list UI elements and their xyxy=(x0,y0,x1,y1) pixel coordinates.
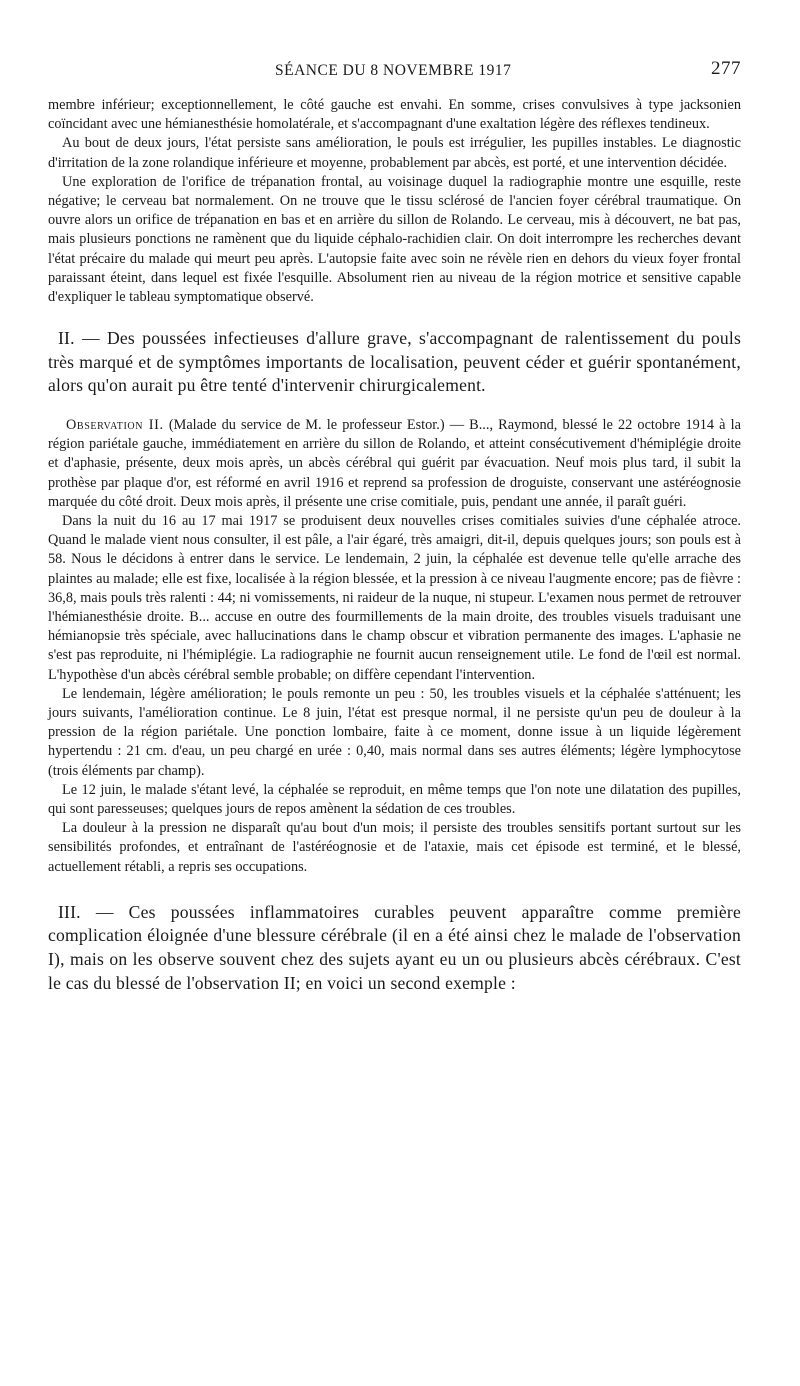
section-3-thesis xyxy=(48,901,741,995)
page xyxy=(48,58,741,995)
paragraph: La douleur à la pression ne disparaît qu'au bout d'un mois; il persiste des troubles sensitifs portant surtout sur les sensibilités profondes, et entraînant de l'astéréognosie et de l'ataxie, mais cet épisode est terminé, et le blessé, actuellement rétabli, a repris ses occupations. xyxy=(48,820,741,875)
observation-2-text: (Malade du service de M. le professeur Estor.) — B..., Raymond, blessé le 22 octobre 1914 à la région pariétale gauche, immédiatement en arrière du sillon de Rolando, et atteint consécutivement d'hémiplégie droite et d'aphasie, présente, deux mois après, un abcès cérébral qui guérit par évacuation. Neuf mois plus tard, il subit la prothèse par plaque d'or, est réformé en avril 1916 et reprend sa profession de droguiste, conservant une astéréognosie marquée du côté droit. Deux mois après, il présente une crise comitiale, puis, pendant une année, il paraît guéri. xyxy=(48,417,741,510)
page-number: 277 xyxy=(711,58,741,79)
observation-label: Observation II. xyxy=(66,417,164,434)
running-title: SÉANCE DU 8 NOVEMBRE 1917 xyxy=(275,62,512,79)
paragraph: Au bout de deux jours, l'état persiste sans amélioration, le pouls est irrégulier, les pupilles instables. Le diagnostic d'irritation de la zone rolandique inférieure et moyenne, probablement par abcès, est porté, et une intervention décidée. xyxy=(48,135,741,171)
paragraph: Le 12 juin, le malade s'étant levé, la céphalée se reproduit, en même temps que l'on note une dilatation des pupilles, qui sont paresseuses; quelques jours de repos amènent la sédation de ces troubles. xyxy=(48,781,741,818)
observation-2-intro xyxy=(48,416,741,512)
observation-1-continuation xyxy=(48,96,741,307)
section-3-text: III. — Ces poussées inflammatoires curables peuvent apparaître comme première complication éloignée d'une blessure cérébrale (il en a été ainsi chez le malade de l'observation I), mais on les observe souvent chez des sujets ayant eu un ou plusieurs abcès cérébraux. C'est le cas du blessé de l'observation II; en voici un second exemple : xyxy=(48,901,741,993)
page-header xyxy=(48,58,741,90)
paragraph: Le lendemain, légère amélioration; le pouls remonte un peu : 50, les troubles visuels et la céphalée s'atténuent; les jours suivants, l'amélioration continue. Le 8 juin, l'état est presque normal, il ne persiste qu'un peu de douleur à la pression de la région pariétale. Une ponction lombaire, faite à ce moment, donne issue à un liquide légèrement hypertendu : 21 cm. d'eau, un peu chargé en urée : 0,40, mais normal dans ses autres éléments; légère lymphocytose (trois éléments par champ). xyxy=(48,685,741,779)
observation-2 xyxy=(48,416,741,877)
paragraph: membre inférieur; exceptionnellement, le côté gauche est envahi. En somme, crises convulsives à type jacksonien coïncidant avec une hémianesthésie homolatérale, et s'accompagnant d'une exaltation légère des réflexes tendineux. xyxy=(48,97,741,133)
section-2-thesis xyxy=(48,327,741,398)
section-2-text: II. — Des poussées infectieuses d'allure grave, s'accompagnant de ralentissement du pouls très marqué et de symptômes importants de localisation, peuvent céder et guérir spontanément, alors qu'on aurait pu être tenté d'intervenir chirurgicalement. xyxy=(48,328,741,396)
paragraph: Une exploration de l'orifice de trépanation frontal, au voisinage duquel la radiographie montre une esquille, reste négative; le cerveau bat normalement. On ne trouve que le tissu sclérosé de l'ancien foyer cérébral traumatique. On ouvre alors un orifice de trépanation en bas et en arrière du sillon de Rolando. Le cerveau, mis à découvert, ne bat pas, mais plusieurs ponctions ne ramènent que du liquide céphalo-rachidien clair. On doit interrompre les recherches devant l'état précaire du malade qui meurt peu après. L'autopsie faite avec soin ne révèle rien en dehors du vieux foyer frontal paraissant éteint, dans lequel est fixée l'esquille. Absolument rien au niveau de la région motrice et sensitive capable d'expliquer le tableau symptomatique observé. xyxy=(48,173,741,306)
paragraph: Dans la nuit du 16 au 17 mai 1917 se produisent deux nouvelles crises comitiales suivies d'une céphalée atroce. Quand le malade vient nous consulter, il est pâle, a l'air égaré, très amaigri, dit-il, depuis quelques jours; son pouls est à 58. Nous le décidons à entrer dans le service. Le lendemain, 2 juin, la céphalée est devenue telle qu'elle arrache des plaintes au malade; elle est fixe, localisée à la région blessée, et la pression à ce niveau l'augmente encore; pas de fièvre : 36,8, mais pouls très ralenti : 44; ni vomissements, ni raideur de la nuque, ni stupeur. L'examen nous permet de retrouver l'hémianesthésie droite. B... accuse en outre des fourmillements de la main droite, des troubles visuels traduisant une hémianopsie très spéciale, avec hallucinations dans le champ obscur et vibration permanente des images. L'aphasie ne s'est pas reproduite, ni l'hémiplégie. La radiographie ne fournit aucun renseignement utile. Le fond de l'œil est normal. L'hypothèse d'un abcès cérébral semble probable; on diffère cependant l'intervention. xyxy=(48,513,741,683)
